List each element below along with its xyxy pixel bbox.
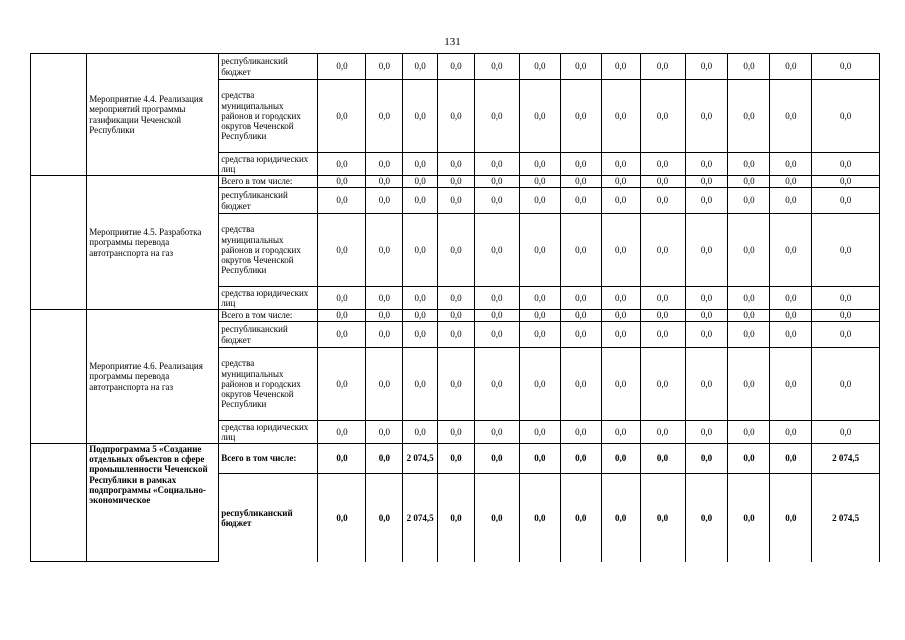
value-cell: 0,0 (728, 444, 770, 474)
value-cell: 0,0 (366, 80, 403, 153)
value-cell: 0,0 (685, 80, 728, 153)
value-cell: 0,0 (519, 474, 560, 562)
value-cell: 0,0 (640, 287, 685, 310)
value-cell: 0,0 (770, 214, 812, 287)
value-cell: 0,0 (403, 322, 438, 348)
value-cell: 0,0 (728, 214, 770, 287)
blank-cell (31, 444, 87, 562)
value-cell: 0,0 (438, 474, 475, 562)
value-cell: 0,0 (560, 287, 601, 310)
value-cell: 0,0 (560, 421, 601, 444)
value-cell: 0,0 (474, 310, 519, 322)
value-cell: 0,0 (366, 287, 403, 310)
value-cell: 0,0 (728, 54, 770, 80)
value-cell: 0,0 (685, 54, 728, 80)
value-cell: 0,0 (519, 54, 560, 80)
value-cell: 0,0 (519, 444, 560, 474)
measure-title: Мероприятие 4.5. Разработка программы перевода автотранспорта на газ (87, 176, 219, 310)
value-cell: 0,0 (403, 310, 438, 322)
value-cell: 0,0 (474, 176, 519, 188)
value-cell: 0,0 (366, 188, 403, 214)
measure-title: Подпрограмма 5 «Создание отдельных объектов в сфере промышленности Чеченской Республики в рамках подпрограммы «Социально-экономическое (87, 444, 219, 562)
value-cell: 0,0 (438, 80, 475, 153)
value-cell: 0,0 (640, 421, 685, 444)
value-cell: 0,0 (474, 322, 519, 348)
value-cell: 0,0 (366, 176, 403, 188)
value-cell: 0,0 (685, 444, 728, 474)
value-cell: 0,0 (601, 474, 640, 562)
value-cell: 0,0 (770, 310, 812, 322)
value-cell: 0,0 (601, 322, 640, 348)
value-cell: 0,0 (438, 421, 475, 444)
value-cell: 0,0 (519, 214, 560, 287)
value-cell: 0,0 (728, 421, 770, 444)
value-cell: 0,0 (519, 310, 560, 322)
value-cell: 0,0 (728, 287, 770, 310)
funding-source: Всего в том числе: (219, 444, 318, 474)
value-cell: 0,0 (728, 188, 770, 214)
value-cell: 0,0 (770, 287, 812, 310)
value-cell: 0,0 (812, 176, 880, 188)
budget-table (30, 53, 880, 562)
value-cell: 0,0 (519, 176, 560, 188)
value-cell: 0,0 (560, 188, 601, 214)
value-cell: 0,0 (685, 214, 728, 287)
blank-cell (31, 176, 87, 310)
value-cell: 0,0 (519, 153, 560, 176)
value-cell: 0,0 (519, 287, 560, 310)
value-cell: 0,0 (685, 287, 728, 310)
value-cell: 0,0 (474, 287, 519, 310)
value-cell: 0,0 (474, 153, 519, 176)
value-cell: 0,0 (770, 421, 812, 444)
value-cell: 0,0 (770, 188, 812, 214)
value-cell: 0,0 (685, 188, 728, 214)
value-cell: 0,0 (728, 80, 770, 153)
value-cell: 0,0 (601, 214, 640, 287)
value-cell: 0,0 (403, 214, 438, 287)
table-row (31, 176, 880, 188)
funding-source: средства юридических лиц (219, 153, 318, 176)
value-cell: 0,0 (318, 54, 366, 80)
value-cell: 0,0 (474, 421, 519, 444)
value-cell: 0,0 (601, 153, 640, 176)
value-cell: 0,0 (318, 188, 366, 214)
value-cell: 0,0 (685, 474, 728, 562)
value-cell: 0,0 (560, 54, 601, 80)
value-cell: 0,0 (560, 153, 601, 176)
value-cell: 0,0 (366, 474, 403, 562)
funding-source: республиканский бюджет (219, 188, 318, 214)
funding-source: республиканский бюджет (219, 322, 318, 348)
value-cell: 0,0 (770, 54, 812, 80)
value-cell: 0,0 (812, 188, 880, 214)
value-cell: 0,0 (318, 421, 366, 444)
value-cell: 0,0 (403, 287, 438, 310)
value-cell: 0,0 (403, 54, 438, 80)
value-cell: 0,0 (728, 322, 770, 348)
value-cell: 0,0 (640, 188, 685, 214)
value-cell: 0,0 (640, 474, 685, 562)
value-cell: 0,0 (770, 474, 812, 562)
value-cell: 0,0 (519, 188, 560, 214)
value-cell: 0,0 (685, 348, 728, 421)
value-cell: 0,0 (366, 421, 403, 444)
value-cell: 0,0 (770, 153, 812, 176)
funding-source: Всего в том числе: (219, 176, 318, 188)
value-cell: 0,0 (728, 474, 770, 562)
value-cell: 0,0 (640, 310, 685, 322)
value-cell: 0,0 (601, 176, 640, 188)
value-cell: 2 074,5 (812, 444, 880, 474)
blank-cell (31, 310, 87, 444)
value-cell: 2 074,5 (403, 474, 438, 562)
value-cell: 0,0 (438, 287, 475, 310)
value-cell: 0,0 (318, 214, 366, 287)
value-cell: 0,0 (318, 474, 366, 562)
value-cell: 0,0 (318, 80, 366, 153)
value-cell: 0,0 (403, 348, 438, 421)
value-cell: 0,0 (403, 153, 438, 176)
measure-title: Мероприятие 4.6. Реализация программы перевода автотранспорта на газ (87, 310, 219, 444)
value-cell: 0,0 (560, 310, 601, 322)
value-cell: 0,0 (812, 287, 880, 310)
value-cell: 0,0 (519, 322, 560, 348)
page-number: 131 (444, 36, 461, 48)
value-cell: 0,0 (640, 176, 685, 188)
value-cell: 0,0 (403, 188, 438, 214)
value-cell: 0,0 (812, 153, 880, 176)
value-cell: 0,0 (685, 421, 728, 444)
value-cell: 0,0 (812, 54, 880, 80)
value-cell: 0,0 (438, 444, 475, 474)
value-cell: 0,0 (728, 153, 770, 176)
value-cell: 0,0 (640, 348, 685, 421)
funding-source: средства юридических лиц (219, 421, 318, 444)
value-cell: 0,0 (812, 348, 880, 421)
value-cell: 0,0 (560, 214, 601, 287)
value-cell: 0,0 (560, 80, 601, 153)
value-cell: 0,0 (640, 54, 685, 80)
value-cell: 0,0 (366, 214, 403, 287)
value-cell: 0,0 (438, 54, 475, 80)
value-cell: 0,0 (519, 80, 560, 153)
value-cell: 2 074,5 (403, 444, 438, 474)
value-cell: 0,0 (519, 421, 560, 444)
value-cell: 0,0 (474, 348, 519, 421)
funding-source: республиканский бюджет (219, 474, 318, 562)
value-cell: 0,0 (438, 214, 475, 287)
value-cell: 0,0 (403, 421, 438, 444)
table-row (31, 310, 880, 322)
value-cell: 0,0 (366, 444, 403, 474)
value-cell: 0,0 (770, 348, 812, 421)
value-cell: 0,0 (770, 444, 812, 474)
funding-source: средства муниципальных районов и городских округов Чеченской Республики (219, 348, 318, 421)
value-cell: 0,0 (601, 188, 640, 214)
value-cell: 0,0 (438, 188, 475, 214)
value-cell: 0,0 (560, 474, 601, 562)
table-row (31, 54, 880, 80)
value-cell: 0,0 (560, 322, 601, 348)
value-cell: 0,0 (601, 287, 640, 310)
blank-cell (31, 54, 87, 176)
value-cell: 0,0 (728, 348, 770, 421)
table-row (31, 444, 880, 474)
value-cell: 0,0 (318, 287, 366, 310)
value-cell: 0,0 (366, 54, 403, 80)
measure-title: Мероприятие 4.4. Реализация мероприятий программы газификации Чеченской Республики (87, 54, 219, 176)
value-cell: 0,0 (366, 348, 403, 421)
value-cell: 0,0 (438, 322, 475, 348)
value-cell: 0,0 (640, 322, 685, 348)
value-cell: 0,0 (438, 310, 475, 322)
value-cell: 0,0 (812, 214, 880, 287)
value-cell: 0,0 (474, 214, 519, 287)
value-cell: 0,0 (601, 80, 640, 153)
value-cell: 0,0 (812, 80, 880, 153)
value-cell: 0,0 (366, 310, 403, 322)
value-cell: 0,0 (601, 310, 640, 322)
funding-source: средства муниципальных районов и городских округов Чеченской Республики (219, 80, 318, 153)
value-cell: 0,0 (438, 348, 475, 421)
value-cell: 0,0 (640, 214, 685, 287)
value-cell: 0,0 (366, 322, 403, 348)
value-cell: 0,0 (728, 176, 770, 188)
value-cell: 0,0 (318, 322, 366, 348)
value-cell: 0,0 (601, 421, 640, 444)
value-cell: 0,0 (560, 348, 601, 421)
value-cell: 0,0 (366, 153, 403, 176)
value-cell: 0,0 (601, 348, 640, 421)
value-cell: 2 074,5 (812, 474, 880, 562)
value-cell: 0,0 (474, 188, 519, 214)
value-cell: 0,0 (640, 444, 685, 474)
value-cell: 0,0 (560, 444, 601, 474)
value-cell: 0,0 (640, 80, 685, 153)
value-cell: 0,0 (438, 153, 475, 176)
value-cell: 0,0 (685, 153, 728, 176)
value-cell: 0,0 (318, 310, 366, 322)
funding-source: средства муниципальных районов и городских округов Чеченской Республики (219, 214, 318, 287)
funding-source: средства юридических лиц (219, 287, 318, 310)
value-cell: 0,0 (770, 80, 812, 153)
value-cell: 0,0 (601, 54, 640, 80)
value-cell: 0,0 (318, 153, 366, 176)
value-cell: 0,0 (601, 444, 640, 474)
value-cell: 0,0 (560, 176, 601, 188)
value-cell: 0,0 (770, 176, 812, 188)
value-cell: 0,0 (685, 310, 728, 322)
value-cell: 0,0 (474, 444, 519, 474)
value-cell: 0,0 (728, 310, 770, 322)
value-cell: 0,0 (770, 322, 812, 348)
value-cell: 0,0 (318, 348, 366, 421)
value-cell: 0,0 (318, 444, 366, 474)
value-cell: 0,0 (474, 474, 519, 562)
value-cell: 0,0 (640, 153, 685, 176)
value-cell: 0,0 (685, 322, 728, 348)
value-cell: 0,0 (318, 176, 366, 188)
value-cell: 0,0 (812, 322, 880, 348)
value-cell: 0,0 (474, 54, 519, 80)
value-cell: 0,0 (519, 348, 560, 421)
value-cell: 0,0 (812, 310, 880, 322)
funding-source: республиканский бюджет (219, 54, 318, 80)
funding-source: Всего в том числе: (219, 310, 318, 322)
value-cell: 0,0 (685, 176, 728, 188)
value-cell: 0,0 (403, 176, 438, 188)
value-cell: 0,0 (403, 80, 438, 153)
value-cell: 0,0 (474, 80, 519, 153)
value-cell: 0,0 (812, 421, 880, 444)
value-cell: 0,0 (438, 176, 475, 188)
